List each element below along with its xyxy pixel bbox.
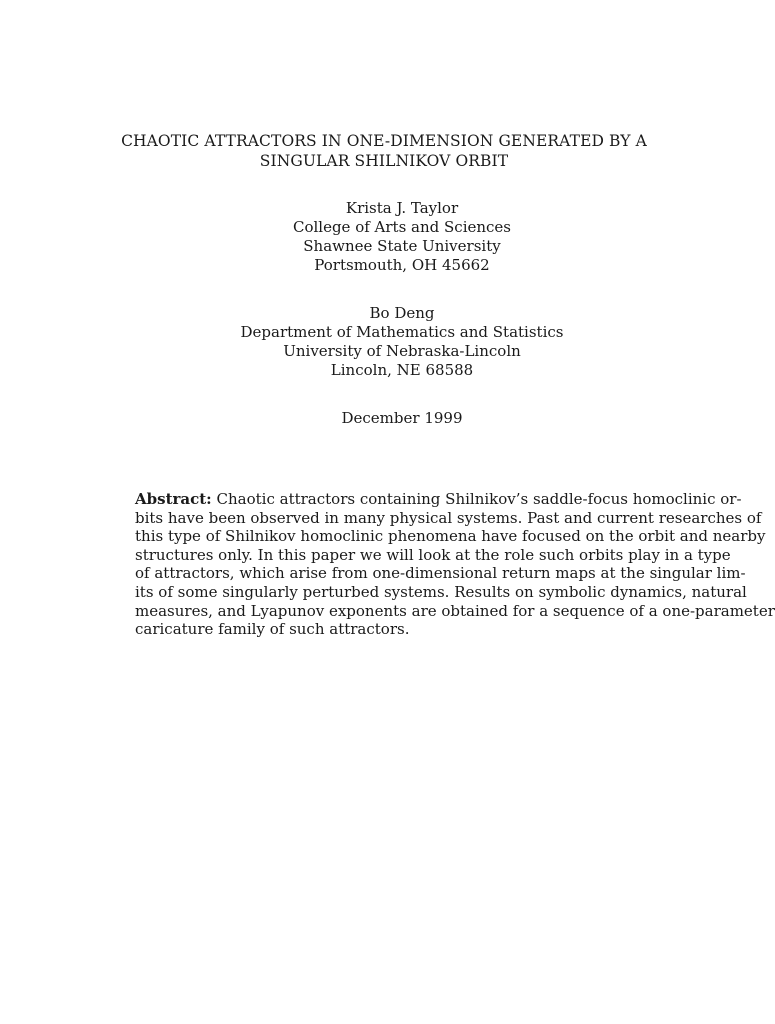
author-name: Krista J. Taylor — [345, 199, 459, 217]
abstract-line: its of some singularly perturbed systems. Results on symbolic dynamics, natural — [135, 582, 747, 601]
abstract-label: Abstract: — [135, 490, 212, 508]
author-block-1 — [100, 199, 704, 275]
abstract-line: measures, and Lyapunov exponents are obtained for a sequence of a one-parameter — [135, 601, 775, 620]
author-affiliation-line: Shawnee State University — [303, 237, 501, 255]
author-name: Bo Deng — [369, 304, 435, 322]
author-affiliation-line: College of Arts and Sciences — [292, 218, 512, 236]
author-affiliation-line: Department of Mathematics and Statistics — [240, 323, 564, 341]
abstract-line: caricature family of such attractors. — [135, 620, 410, 639]
author-affiliation-line: University of Nebraska-Lincoln — [283, 342, 521, 360]
abstract-line: bits have been observed in many physical systems. Past and current researches of — [135, 508, 762, 527]
author-affiliation-line: Lincoln, NE 68588 — [330, 361, 474, 379]
author-block-2 — [100, 304, 704, 380]
paper-title — [100, 131, 668, 171]
paper-date: December 1999 — [341, 409, 463, 427]
abstract-line: structures only. In this paper we will look at the role such orbits play in a type — [135, 545, 731, 564]
abstract-line: this type of Shilnikov homoclinic phenomena have focused on the orbit and nearby — [135, 527, 766, 546]
abstract — [135, 490, 775, 639]
abstract-line: of attractors, which arise from one-dimensional return maps at the singular lim- — [135, 564, 746, 583]
paper-date-block — [100, 409, 704, 428]
abstract-line — [135, 490, 742, 509]
author-affiliation-line: Portsmouth, OH 45662 — [314, 256, 490, 274]
title-line-1: CHAOTIC ATTRACTORS IN ONE-DIMENSION GENERATED BY A — [121, 132, 647, 150]
abstract-first-line-text: Chaotic attractors containing Shilnikov’s saddle-focus homoclinic or- — [216, 490, 742, 508]
title-line-2: SINGULAR SHILNIKOV ORBIT — [259, 152, 509, 170]
